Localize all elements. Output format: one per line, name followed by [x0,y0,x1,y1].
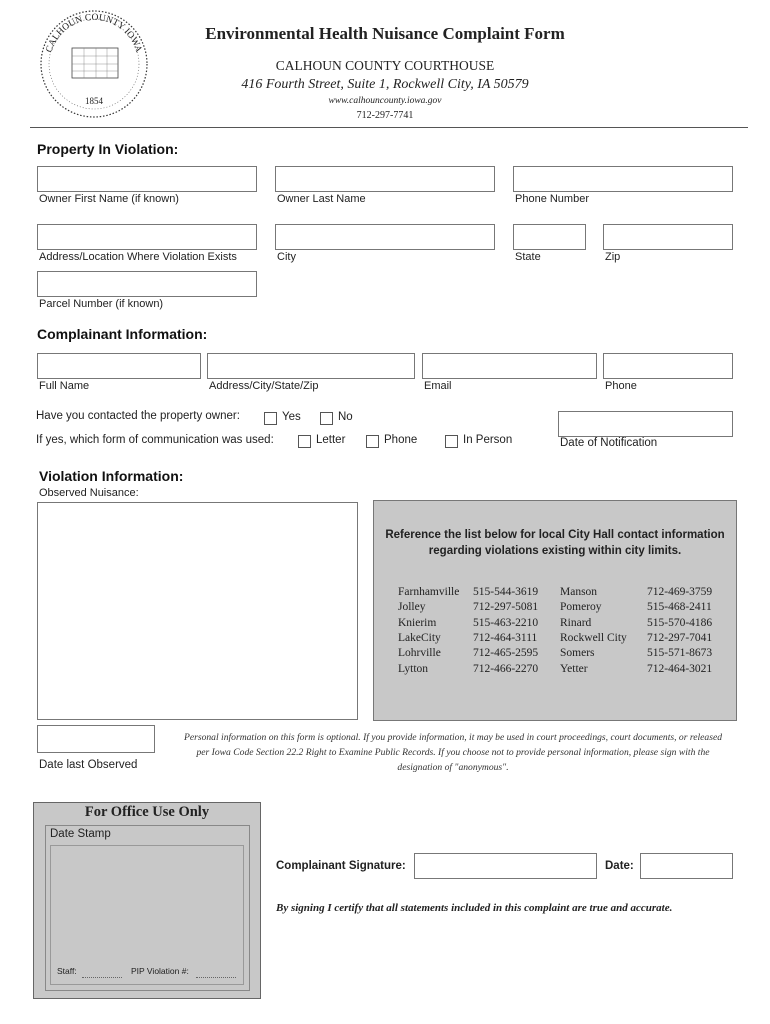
city-name: Pomeroy [560,601,602,614]
zip-label: Zip [605,251,621,263]
county-seal [34,8,154,120]
city-phone: 515-544-3619 [473,586,539,598]
city-phone: 712-465-2595 [473,647,539,660]
city-field[interactable] [275,224,495,250]
office-use-title: For Office Use Only [84,804,210,820]
owner-last-name-label: Owner Last Name [277,193,366,205]
pip-violation-label: PIP Violation #: [131,966,189,976]
office-phone: 712-297-7741 [356,110,414,121]
city-phone: 515-570-4186 [647,616,713,629]
full-name-field[interactable] [37,353,201,379]
privacy-note: Personal information on this form is optional. If you provide information, it may be used in court proceedings, court documents, or released per Iowa Code Section 22.2 Right to Examine Public Records. If you choose not to provide personal information, please sign with the designation of "anonymous". [184,732,722,773]
page-title: Environmental Health Nuisance Complaint Form [205,24,565,43]
violation-address-field[interactable] [37,224,257,250]
full-name-label: Full Name [39,380,90,392]
state-label: State [515,251,541,263]
office-website[interactable]: www.calhouncounty.iowa.gov [328,96,442,106]
office-name: CALHOUN COUNTY COURTHOUSE [275,58,495,73]
signature-label: Complainant Signature: [276,860,406,872]
parcel-number-field[interactable] [37,271,257,297]
header-divider [30,127,748,128]
city-name: Lytton [398,662,429,675]
communication-question: If yes, which form of communication was used: [36,434,274,446]
date-stamp-label: Date Stamp [50,828,111,840]
city-name: Somers [560,647,595,660]
city-name: LakeCity [398,631,441,644]
complainant-phone-label: Phone [605,380,637,392]
city-phone: 712-297-5081 [473,601,539,614]
notification-date-field[interactable] [558,411,733,437]
date-stamp-box [50,845,244,985]
city-phone: 712-297-7041 [647,631,713,644]
city-phone: 712-464-3021 [647,662,713,675]
owner-phone-label: Phone Number [515,193,589,205]
city-name: Rockwell City [560,631,627,644]
city-phone: 712-466-2270 [473,662,539,675]
observed-nuisance-label: Observed Nuisance: [39,487,139,499]
city-phone: 515-468-2411 [647,601,712,614]
email-field[interactable] [422,353,597,379]
city-phone: 712-469-3759 [647,586,713,598]
zip-field[interactable] [603,224,733,250]
city-phone: 515-571-8673 [647,647,713,660]
phone-option-label: Phone [384,434,418,446]
city-name: Yetter [560,662,588,675]
in-person-label: In Person [463,434,513,446]
email-label: Email [424,380,452,392]
seal-graphic [34,8,154,120]
state-field[interactable] [513,224,586,250]
observed-nuisance-textarea[interactable] [37,502,358,720]
letter-checkbox[interactable] [298,435,311,448]
city-name: Manson [560,586,598,598]
seal-year: 1854 [85,96,103,106]
property-heading: Property In Violation: [37,141,179,157]
parcel-number-label: Parcel Number (if known) [39,298,164,310]
city-label: City [277,251,296,263]
violation-address-label: Address/Location Where Violation Exists [39,251,237,263]
date-stamp-area [45,825,250,991]
reference-text: Reference the list below for local City Hall contact information regarding violations existing within city limits. [385,529,725,557]
seal-text: CALHOUN COUNTY IOWA [44,12,144,54]
city-name: Jolley [398,601,426,614]
complainant-heading: Complainant Information: [37,326,208,342]
office-address: 416 Fourth Street, Suite 1, Rockwell City, IA 50579 [241,77,529,92]
city-phone: 515-463-2210 [473,616,539,629]
owner-phone-field[interactable] [513,166,733,192]
date-last-observed-label: Date last Observed [39,759,138,771]
contacted-yes-checkbox[interactable] [264,412,277,425]
complainant-address-field[interactable] [207,353,415,379]
notification-date-label: Date of Notification [560,437,658,449]
city-name: Knierim [398,616,437,629]
violation-heading: Violation Information: [39,468,184,484]
staff-line [82,977,122,978]
owner-first-name-field[interactable] [37,166,257,192]
owner-last-name-field[interactable] [275,166,495,192]
signature-date-field[interactable] [640,853,733,879]
staff-label: Staff: [57,966,77,976]
complainant-phone-field[interactable] [603,353,733,379]
signature-field[interactable] [414,853,597,879]
in-person-checkbox[interactable] [445,435,458,448]
phone-checkbox[interactable] [366,435,379,448]
pip-violation-line [196,977,236,978]
certification-text: By signing I certify that all statements included in this complaint are true and accurate. [276,902,673,914]
complainant-address-label: Address/City/State/Zip [209,380,319,392]
letter-label: Letter [316,434,346,446]
city-name: Rinard [560,616,592,629]
city-name: Farnhamville [398,586,460,598]
contacted-question: Have you contacted the property owner: [36,410,240,422]
office-use-panel [33,802,261,999]
city-name: Lohrville [398,647,441,660]
owner-first-name-label: Owner First Name (if known) [39,193,179,205]
contacted-yes-label: Yes [282,411,301,423]
city-phone: 712-464-3111 [473,631,538,644]
contacted-no-label: No [338,411,353,423]
contacted-no-checkbox[interactable] [320,412,333,425]
date-last-observed-field[interactable] [37,725,155,753]
signature-date-label: Date: [605,860,634,872]
